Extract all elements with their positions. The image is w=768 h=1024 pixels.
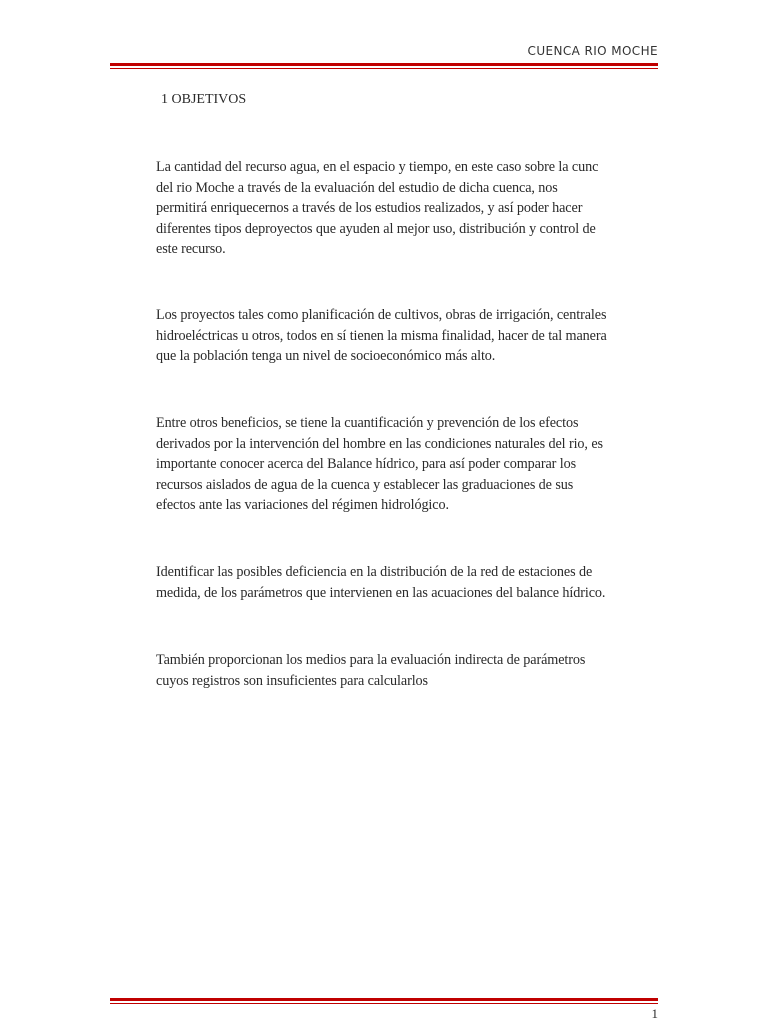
paragraph-1: La cantidad del recurso agua, en el espacio y tiempo, en este caso sobre la cunc del rio Moche a través de la evaluación del estudio de dicha cuenca, nos permitirá enriquecernos a través de los estudios realizados, y así poder hacer diferentes tipos deproyectos que ayuden al mejor uso, distribución y control de este recurso. (156, 159, 599, 258)
footer-rule (110, 998, 658, 1004)
page-number: 1 (651, 1006, 658, 1021)
running-header: CUENCA RIO MOCHE (527, 44, 658, 58)
header-rule (110, 63, 658, 69)
section-heading: 1 OBJETIVOS (161, 92, 247, 107)
paragraph-3: Entre otros beneficios, se tiene la cuantificación y prevención de los efectos derivados por la intervención del hombre en las condiciones naturales del rio, es importante conocer acerca del Balance hídrico, para así poder comparar los recursos aislados de agua de la cuenca y establecer las graduaciones de sus efectos ante las variaciones del régimen hidrológico. (156, 415, 603, 514)
paragraph-2: Los proyectos tales como planificación de cultivos, obras de irrigación, centrales hidroeléctricas u otros, todos en sí tienen la misma finalidad, hacer de tal manera que la población tenga un nivel de socioeconómico más alto. (156, 307, 607, 365)
paragraph-5: También proporcionan los medios para la evaluación indirecta de parámetros cuyos registros son insuficientes para calcularlos (156, 652, 586, 689)
paragraph-4: Identificar las posibles deficiencia en la distribución de la red de estaciones de medida, de los parámetros que intervienen en las acuaciones del balance hídrico. (156, 564, 606, 601)
